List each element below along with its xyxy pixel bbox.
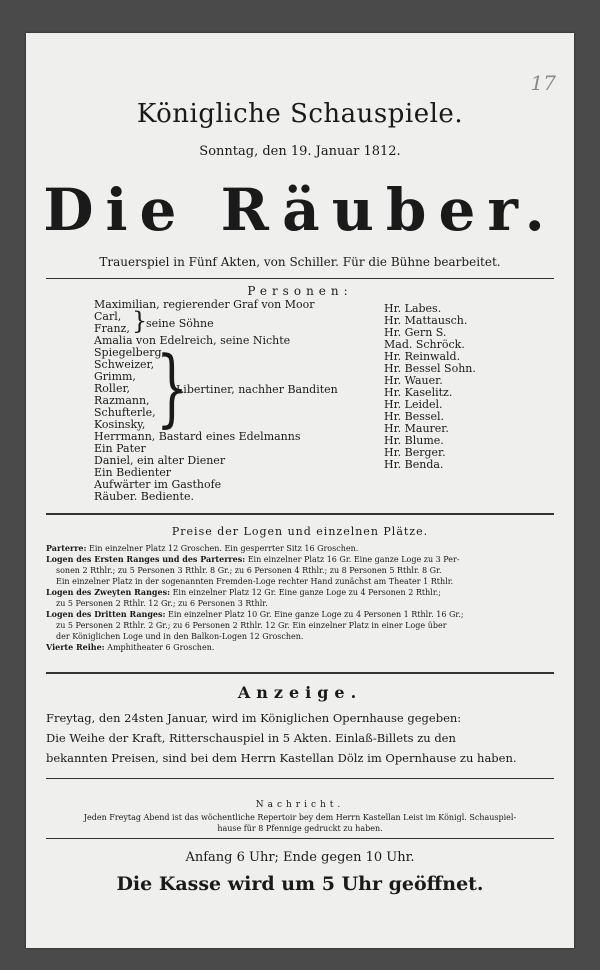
play-subtitle: Trauerspiel in Fünf Akten, von Schiller. Für die Bühne bearbeitet. (99, 255, 501, 269)
price-line: sonen 2 Rthlr.; zu 5 Personen 3 Rthlr. 8 Gr.; zu 6 Personen 4 Rthlr.; zu 8 Personen 5 Rthlr. 8 Gr. (56, 566, 442, 575)
notice-heading: Nachricht. (255, 800, 345, 810)
box-office-notice: Die Kasse wird um 5 Uhr geöffnet. (116, 873, 484, 895)
notice-line: Jeden Freytag Abend ist das wöchentliche Repertoir bey dem Herrn Kastellan Leist im Königl. Schauspiel- (83, 813, 517, 822)
actor-name: Hr. Reinwald. (384, 350, 461, 363)
announcement-line: Die Weihe der Kraft, Ritterschauspiel in 5 Akten. Einlaß-Billets zu den (46, 731, 456, 745)
actor-name: Hr. Leidel. (384, 398, 443, 411)
actor-name: Hr. Bessel Sohn. (384, 362, 476, 375)
role-name: Razmann, (94, 394, 150, 407)
role-name: Carl, (94, 310, 122, 323)
price-line: der Königlichen Loge und in den Balkon-Logen 12 Groschen. (56, 632, 304, 641)
actor-name: Hr. Blume. (384, 434, 444, 447)
brace-sons: } (132, 307, 148, 335)
cast-heading: Personen: (247, 284, 353, 298)
role-name: Aufwärter im Gasthofe (94, 478, 222, 491)
actor-name: Hr. Maurer. (384, 422, 449, 435)
notice-line: hause für 8 Pfennige gedruckt zu haben. (217, 824, 383, 833)
role-name: Schweizer, (94, 358, 155, 371)
prices-heading: Preise der Logen und einzelnen Plätze. (171, 525, 429, 538)
divider (46, 838, 554, 839)
price-line: Ein einzelner Platz in der sogenannten Fremden-Loge rechter Hand zunächst am Theater 1 Rthlr. (56, 577, 454, 586)
price-line: Logen des Dritten Ranges: Ein einzelner Platz 10 Gr. Eine ganze Loge zu 4 Personen 1 Rthlr. 16 Gr.; (46, 609, 464, 619)
role-name: Amalia von Edelreich, seine Nichte (94, 334, 291, 347)
folio-number: 17 (530, 71, 556, 95)
divider (46, 278, 554, 279)
sons-note: seine Söhne (146, 317, 214, 330)
theatre-name: Königliche Schauspiele. (136, 99, 464, 129)
role-name: Franz, (94, 322, 130, 335)
role-name: Roller, (94, 382, 130, 395)
price-line: Logen des Zweyten Ranges: Ein einzelner Platz 12 Gr. Eine ganze Loge zu 4 Personen 2 Rthlr.; (46, 587, 442, 597)
play-title: Die Räuber. (43, 176, 557, 244)
price-line: Vierte Reihe: Amphitheater 6 Groschen. (46, 642, 215, 652)
actor-name: Hr. Kaselitz. (384, 386, 453, 399)
price-line: Parterre: Ein einzelner Platz 12 Groschen. Ein gesperrter Sitz 16 Groschen. (46, 543, 359, 553)
performance-date: Sonntag, den 19. Januar 1812. (199, 144, 401, 159)
actor-name: Hr. Gern S. (384, 326, 447, 339)
divider (46, 672, 554, 674)
role-name: Ein Pater (94, 442, 146, 455)
actor-name: Hr. Wauer. (384, 374, 443, 387)
performance-times: Anfang 6 Uhr; Ende gegen 10 Uhr. (185, 850, 415, 865)
actor-name: Hr. Labes. (384, 302, 442, 315)
role-name: Kosinsky, (94, 418, 146, 431)
role-name: Schufterle, (94, 406, 156, 419)
playbill-sheet (26, 33, 574, 948)
role-name: Herrmann, Bastard eines Edelmanns (94, 430, 301, 443)
role-name: Maximilian, regierender Graf von Moor (94, 298, 315, 311)
role-name: Grimm, (94, 370, 136, 383)
announcement-line: Freytag, den 24sten Januar, wird im Königlichen Opernhause gegeben: (46, 711, 462, 725)
announcement-heading: Anzeige. (237, 683, 363, 702)
price-line: zu 5 Personen 2 Rthlr. 2 Gr.; zu 6 Personen 2 Rthlr. 12 Gr. Ein einzelner Platz in einer Loge über (56, 621, 447, 630)
announcement-line: bekannten Preisen, sind bei dem Herrn Kastellan Dölz im Opernhause zu haben. (46, 751, 517, 765)
role-name: Daniel, ein alter Diener (94, 454, 226, 467)
actor-name: Hr. Bessel. (384, 410, 445, 423)
actor-name: Hr. Mattausch. (384, 314, 468, 327)
libertines-note: Libertiner, nachher Banditen (176, 383, 338, 396)
role-name: Ein Bedienter (94, 466, 172, 479)
role-name: Spiegelberg, (94, 346, 166, 359)
price-line: Logen des Ersten Ranges und des Parterres: Ein einzelner Platz 16 Gr. Eine ganze Loge zu 3 Per- (46, 554, 460, 564)
role-name: Räuber. Bediente. (94, 490, 194, 503)
actor-name: Mad. Schröck. (384, 338, 465, 351)
brace-libertines: } (156, 338, 189, 436)
divider (46, 513, 554, 515)
actor-name: Hr. Berger. (384, 446, 446, 459)
actor-name: Hr. Benda. (384, 458, 444, 471)
divider (46, 778, 554, 779)
price-line: zu 5 Personen 2 Rthlr. 12 Gr.; zu 6 Personen 3 Rthlr. (56, 599, 268, 608)
